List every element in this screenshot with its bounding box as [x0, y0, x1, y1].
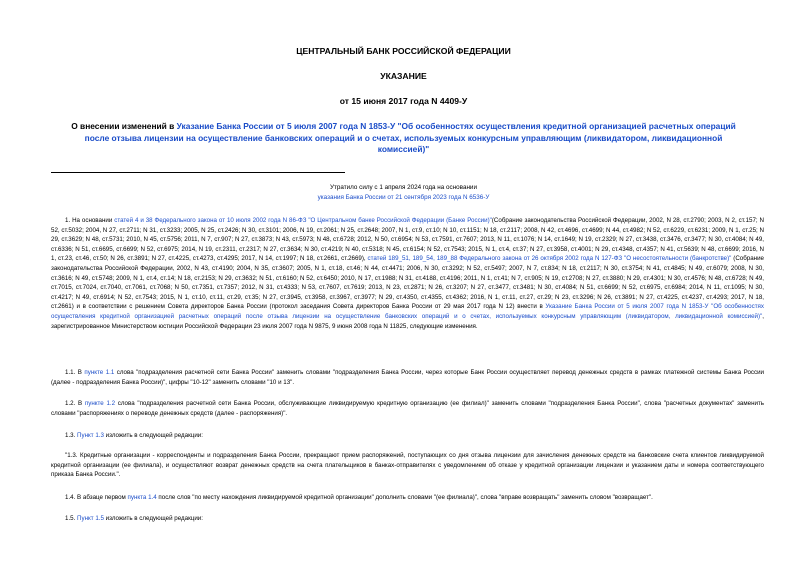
- p1-text-a: 1. На основании: [65, 217, 115, 224]
- bank-name: ЦЕНТРАЛЬНЫЙ БАНК РОССИЙСКОЙ ФЕДЕРАЦИИ: [296, 46, 511, 56]
- status-note-link[interactable]: указания Банка России от 21 сентября 2023 года N 6536-У: [317, 194, 490, 201]
- paragraph-1-2: [51, 399, 764, 418]
- title-text: О внесении изменений в: [71, 121, 177, 131]
- paragraph-1-3-quote: "1.3. Кредитные организации - корреспонденты и подразделения Банка России, прекращают прием распоряжений, поступающих со дня отзыва лицензии для зачисления денежных средств на банковские счета клиентов ликвидируемой кредитной организации (ее филиала), и осуществляют возврат денежных средств на счета плательщиков в банках-отправителях с уведомлением об отказе у кредитной организации лицензии и указанием даты и номера соответствующего приказа Банка России.".: [51, 452, 764, 479]
- paragraph-1-3: [51, 431, 764, 441]
- p11-text-a: 1.1. В: [65, 369, 85, 376]
- p14-text-b: после слов "по месту нахождения ликвидируемой кредитной организации" дополнить словами "(ее филиала)", слова "вправе возвращать" заменить словом "возвращает".: [156, 494, 653, 501]
- p1-link-law-86[interactable]: статей 4 и 38 Федерального закона от 10 июля 2002 года N 86-ФЗ "О Центральном банке Российской Федерации (Банке России)": [114, 217, 492, 224]
- p11-text-b: слова "подразделения расчетной сети Банка России" заменить словами "подразделения Банка России, через которые Банк России осуществляет перевод денежных средств в рамках платежной системы Банка России (далее - подразделения Банка России)", цифры "10-12" заменить словами "10 и 13".: [51, 369, 765, 386]
- p12-text-b: слова "подразделения расчетной сети Банка России, обслуживающие ликвидируемую кредитную организацию (ее филиал)" заменить словами "подразделения Банка России", слова "расчетных документах" заменить словами "распоряжениях о переводе денежных средств (далее - распоряжения)".: [51, 400, 765, 417]
- p15-link[interactable]: Пункт 1.5: [77, 515, 104, 522]
- status-note-line1: Утратило силу с 1 апреля 2024 года на основании: [330, 184, 477, 191]
- p1-text-c: (Собрание законодательства Российской Федерации, 2002, N 43, ст.4190; 2004, N 35, ст.3607; 2005, N 1, ст.18, ст.46; N 44, ст.4471; 2006, N 30, ст.3292; N 52, ст.5497; 2007, N 7, ст.834; N 18, ст.2117; N 30, ст.3754; N 41, ст.4845; N 49, ст.6079; 2008, N 30, ст.3616; N 49, ст.5748; 2009, N 1, ст.4, ст.14; N 18, ст.2153; N 29, ст.3632; N 51, ст.6160; N 52, ст.6450; 2010, N 17, ст.1988; N 31, ст.4188, ст.4196; 2011, N 1, ст.41; N 7, ст.905; N 19, ст.2708; N 27, ст.3880; N 29, ст.4301; N 30, ст.4576; N 48, ст.6728; N 49, ст.7015, ст.7024, ст.7040, ст.7061, ст.7068; N 50, ст.7351, ст.7357; 2012, N 31, ст.4333; N 53, ст.7607, ст.7619; 2013, N 23, ст.2871; N 26, ст.3207; N 27, ст.3477, ст.3481; N 30, ст.4084; N 51, ст.6699; N 52, ст.6975, ст.6984; 2014, N 11, ст.1095; N 30, ст.4217; N 49, ст.6914; N 52, ст.7543; 2015, N 1, ст.10, ст.11, ст.29, ст.35; N 27, ст.3945, ст.3958, ст.3967, ст.3977; N 29, ст.4350, ст.4355, ст.4362; 2016, N 1, ст.11, ст.27, ст.29; N 23, ст.3296; N 26, ст.3891; N 27, ст.4225, ст.4237, ст.4293; 2017, N 18, ст.2661) и в соответствии с решением Совета директоров Банка России (протокол заседания Совета директоров Банка России от 29 мая 2017 года N 12) внести в: [51, 255, 764, 311]
- document-title: [60, 121, 747, 156]
- paragraph-1-4: [51, 493, 764, 503]
- p12-link[interactable]: пункте 1.2: [84, 400, 116, 407]
- p12-text-a: 1.2. В: [65, 400, 85, 407]
- p14-text-a: 1.4. В абзаце первом: [65, 494, 128, 501]
- p13-text-a: 1.3.: [65, 432, 78, 439]
- paragraph-1-1: [51, 368, 764, 387]
- paragraph-1-5: [51, 514, 764, 524]
- p1-text-d: , зарегистрированное Министерством юстиции Российской Федерации 23 июля 2007 года N 9875, 9 июня 2008 года N 11825, следующие изменения.: [51, 312, 764, 330]
- divider: [51, 172, 345, 173]
- paragraph-1: [51, 216, 764, 331]
- p15-text-a: 1.5.: [65, 515, 78, 522]
- p11-link[interactable]: пункте 1.1: [84, 369, 115, 376]
- p13-link[interactable]: Пункт 1.3: [77, 432, 104, 439]
- p15-text-b: изложить в следующей редакции:: [103, 515, 203, 522]
- title-link[interactable]: Указание Банка России от 5 июля 2007 года N 1853-У "Об особенностях осуществления кредитной организацией расчетных операций после отзыва лицензии на осуществление банковских операций и о счетах, используемых конкурсным управляющим (ликвидатором, ликвидационной комиссией)": [84, 121, 736, 154]
- document-type: УКАЗАНИЕ: [380, 71, 427, 81]
- p1-text-b: (Собрание законодательства Российской Федерации, 2002, N 28, ст.2790; 2003, N 2, ст.157; N 52, ст.5032; 2004, N 27, ст.2711; N 31, ст.3233; 2005, N 25, ст.2426; N 30, ст.3101; 2006, N 19, ст.2061; N 25, ст.2648; 2007, N 1, ст.9, ст.10; N 10, ст.1151; N 18, ст.2117; 2008, N 42, ст.4696, ст.4699; N 44, ст.4982; N 52, ст.6229, ст.6231; 2009, N 1, ст.25; N 29, ст.3629; N 48, ст.5731; 2010, N 45, ст.5756; 2011, N 7, ст.907; N 27, ст.3873; N 43, ст.5973; N 48, ст.6728; 2012, N 50, ст.6954; N 53, ст.7591, ст.7607; 2013, N 11, ст.1076; N 14, ст.1649; N 19, ст.2329; N 27, ст.3438, ст.3476, ст.3477; N 30, ст.4084; N 49, ст.6336; N 51, ст.6695, ст.6699; N 52, ст.6975; 2014, N 19, ст.2311, ст.2317; N 27, ст.3634; N 30, ст.4219; N 40, ст.5318; N 45, ст.6154; N 52, ст.7543; 2015, N 1, ст.4, ст.37; N 27, ст.3958, ст.4001; N 29, ст.4348, ст.4357; N 41, ст.5639; N 48, ст.6699; 2016, N 1, ст.23, ст.46, ст.50; N 26, ст.3891; N 27, ст.4225, ст.4273, ст.4295; 2017, N 14, ст.1997; N 18, ст.2661, ст.2669),: [51, 217, 765, 263]
- document-date-number: от 15 июня 2017 года N 4409-У: [339, 96, 468, 106]
- p14-link[interactable]: пункта 1.4: [127, 494, 157, 501]
- p1-link-law-127[interactable]: статей 189_51, 189_54, 189_88 Федерального закона от 26 октября 2002 года N 127-ФЗ "О несостоятельности (банкротстве)": [367, 255, 732, 263]
- p13-text-b: изложить в следующей редакции:: [103, 432, 203, 439]
- p1-link-ukazanie-1853[interactable]: Указание Банка России от 5 июля 2007 года N 1853-У "Об особенностях осуществления кредитной организацией расчетных операций после отзыва лицензии на осуществление банковских операций и о счетах, используемых конкурсным управляющим (ликвидатором, ликвидационной комиссией)": [51, 303, 764, 320]
